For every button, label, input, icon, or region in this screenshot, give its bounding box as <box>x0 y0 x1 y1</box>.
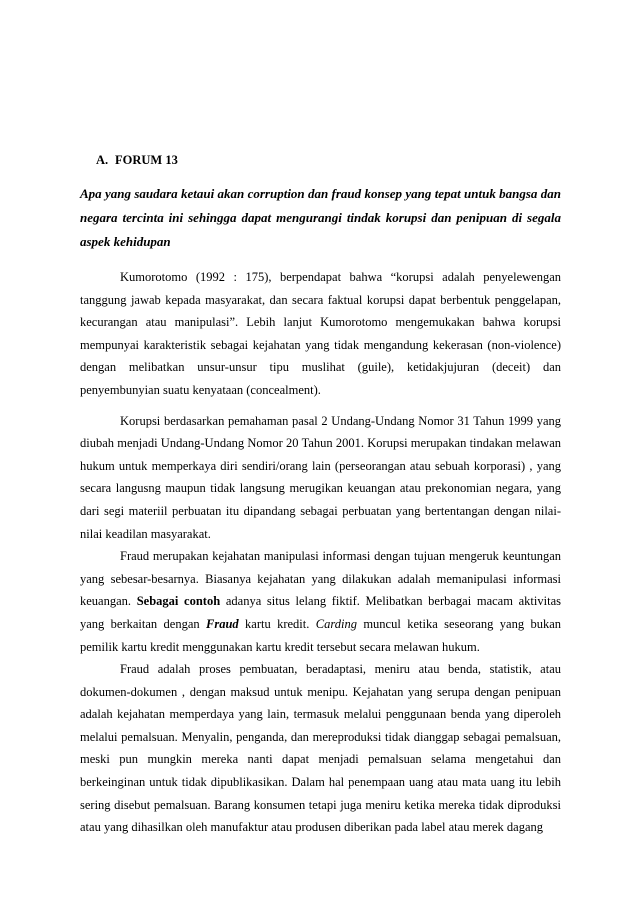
p3-text-3: kartu kredit. <box>238 616 316 631</box>
p3-bold-contoh: Sebagai contoh <box>136 594 221 609</box>
p3-bold-italic-fraud: Fraud <box>206 616 239 631</box>
paragraph-fraud-manipulasi <box>80 545 561 658</box>
paragraph-undang-undang: Korupsi berdasarkan pemahaman pasal 2 Undang-Undang Nomor 31 Tahun 1999 yang diubah menjadi Undang-Undang Nomor 20 Tahun 2001. Korupsi merupakan tindakan melawan hukum untuk memperkaya diri sendiri/orang lain (perseorangan atau sebuah korporasi) , yang secara langusng maupun tidak langsung merugikan keuangan atau prekonomian negara, yang dari segi materiil perbuatan itu dipandang sebagai perbuatan yang bertentangan dengan nilai-nilai keadilan masyarakat. <box>80 413 561 541</box>
p3-italic-carding: Carding <box>315 616 357 631</box>
section-letter: A. <box>96 153 109 167</box>
section-heading <box>96 151 561 169</box>
document-page <box>80 151 561 839</box>
paragraph-fraud-definisi: Fraud adalah proses pembuatan, beradaptasi, meniru atau benda, statistik, atau dokumen-dokumen , dengan maksud untuk menipu. Kejahatan yang serupa dengan penipuan adalah kejahatan memperdaya yang lain, termasuk melalui penggunaan benda yang diperoleh melalui pemalsuan. Menyalin, penganda, dan mereproduksi tidak dianggap sebagai pemalsuan, meski pun mungkin mereka nanti dapat menjadi pemalsuan selama mengetahui dan berkeinginan untuk tidak dipublikasikan. Dalam hal penempaan uang atau mata uang itu lebih sering disebut pemalsuan. Barang konsumen tetapi juga meniru ketika mereka tidak diproduksi atau yang dihasilkan oleh manufaktur atau produsen diberikan pada label atau merek dagang <box>80 662 561 835</box>
section-title: FORUM 13 <box>115 153 178 167</box>
forum-question: Apa yang saudara ketaui akan corruption dan fraud konsep yang tepat untuk bangsa dan negara tercinta ini sehingga dapat mengurangi tindak korupsi dan penipuan di segala aspek kehidupan <box>80 186 561 249</box>
p3-text-2: adanya situs lelang fiktif. Melibatkan berbagai macam aktivitas yang berkaitan dengan <box>80 594 561 631</box>
paragraph-kumorotomo: Kumorotomo (1992 : 175), berpendapat bahwa “korupsi adalah penyelewengan tanggung jawab kepada masyarakat, dan secara faktual korupsi dapat berbentuk penggelapan, kecurangan atau manipulasi”. Lebih lanjut Kumorotomo mengemukakan bahwa korupsi mempunyai karakteristik sebagai kejahatan yang tidak mengandung kekerasan (non-violence) dengan melibatkan unsur-unsur tipu muslihat (guile), ketidakjujuran (deceit) dan penyembunyian suatu kenyataan (concealment). <box>80 270 561 397</box>
p3-text-1: Fraud merupakan kejahatan manipulasi informasi dengan tujuan mengeruk keuntungan yang sebesar-besarnya. Biasanya kejahatan yang dilakukan adalah memanipulasi informasi keuangan. <box>80 549 561 609</box>
p3-text-4: muncul ketika seseorang yang bukan pemilik kartu kredit menggunakan kartu kredit tersebut secara melawan hukum. <box>80 616 561 654</box>
